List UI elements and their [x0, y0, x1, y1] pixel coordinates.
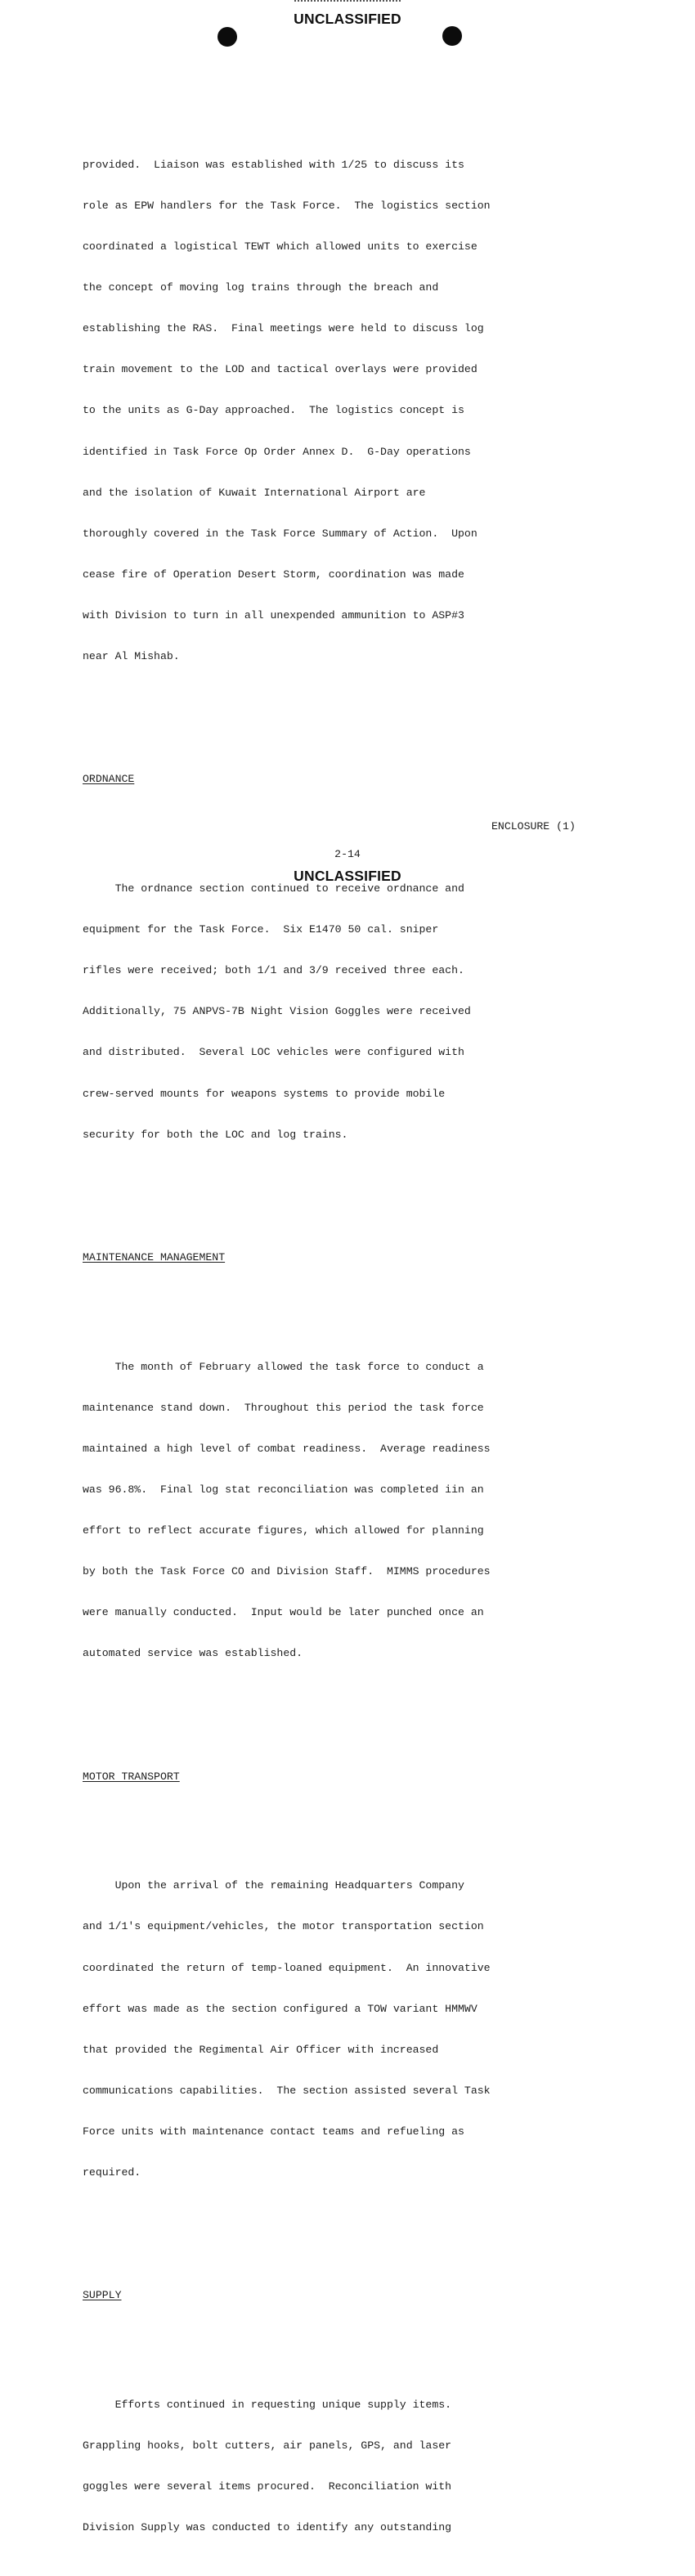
text-line: Force units with maintenance contact teams and refueling as — [83, 2125, 464, 2138]
text-line: security for both the LOC and log trains. — [83, 1128, 348, 1141]
text-line: Upon the arrival of the remaining Headquarters Company — [83, 1879, 464, 1892]
text-line: and the isolation of Kuwait International Airport are — [83, 486, 426, 499]
text-line: that provided the Regimental Air Officer with increased — [83, 2043, 439, 2056]
text-line: role as EPW handlers for the Task Force. The logistics section — [83, 199, 491, 212]
intro-paragraph — [83, 131, 614, 691]
text-line: cease fire of Operation Desert Storm, coordination was made — [83, 568, 464, 581]
text-line: Additionally, 75 ANPVS-7B Night Vision Goggles were received — [83, 1005, 471, 1018]
text-line: near Al Mishab. — [83, 650, 180, 663]
text-line: equipment for the Task Force. Six E1470 50 cal. sniper — [83, 923, 439, 936]
text-line: establishing the RAS. Final meetings were held to discuss log — [83, 322, 484, 335]
binder-punch-hole-right — [442, 26, 462, 46]
ordnance-paragraph — [83, 855, 614, 1169]
text-line: coordinated the return of temp-loaned equipment. An innovative — [83, 1961, 491, 1974]
text-line: by both the Task Force CO and Division Staff. MIMMS procedures — [83, 1565, 491, 1578]
text-line: maintenance stand down. Throughout this period the task force — [83, 1401, 484, 1414]
text-line: train movement to the LOD and tactical overlays were provided — [83, 363, 478, 376]
motor-transport-paragraph — [83, 1852, 614, 2207]
text-line: and 1/1's equipment/vehicles, the motor transportation section — [83, 1920, 484, 1933]
page-number: 2-14 — [334, 848, 361, 860]
text-line: Division Supply was conducted to identify any outstanding — [83, 2521, 452, 2534]
section-heading-ordnance: ORDNANCE — [83, 773, 135, 786]
classification-footer: UNCLASSIFIED — [294, 868, 401, 884]
text-line: effort was made as the section configured a TOW variant HMMWV — [83, 2002, 478, 2015]
text-line: thoroughly covered in the Task Force Summary of Action. Upon — [83, 527, 478, 540]
section-heading-maintenance-management: MAINTENANCE MANAGEMENT — [83, 1251, 226, 1264]
text-line: Efforts continued in requesting unique supply items. — [83, 2399, 452, 2411]
text-line: The ordnance section continued to receive ordnance and — [83, 882, 464, 895]
text-line: rifles were received; both 1/1 and 3/9 received three each. — [83, 964, 464, 977]
top-edge-marks — [294, 0, 401, 4]
section-heading-motor-transport: MOTOR TRANSPORT — [83, 1770, 180, 1783]
text-line: goggles were several items procured. Reconciliation with — [83, 2480, 452, 2493]
text-line: required. — [83, 2166, 141, 2179]
text-line: Grappling hooks, bolt cutters, air panels, GPS, and laser — [83, 2439, 452, 2453]
text-line: were manually conducted. Input would be later punched once an — [83, 1606, 484, 1619]
text-line: maintained a high level of combat readiness. Average readiness — [83, 1442, 491, 1455]
text-line: automated service was established. — [83, 1647, 303, 1660]
text-line: the concept of moving log trains through the breach and — [83, 281, 439, 294]
supply-paragraph — [83, 2372, 614, 2563]
text-line: with Division to turn in all unexpended ammunition to ASP#3 — [83, 609, 464, 622]
section-heading-supply: SUPPLY — [83, 2289, 122, 2302]
text-line: crew-served mounts for weapons systems to provide mobile — [83, 1087, 446, 1100]
text-line: provided. Liaison was established with 1/25 to discuss its — [83, 158, 464, 171]
classification-header: UNCLASSIFIED — [294, 11, 401, 27]
text-line: coordinated a logistical TEWT which allowed units to exercise — [83, 240, 478, 254]
text-line: and distributed. Several LOC vehicles were configured with — [83, 1046, 464, 1059]
text-line: was 96.8%. Final log stat reconciliation was completed iin an — [83, 1483, 484, 1496]
text-line: identified in Task Force Op Order Annex D. G-Day operations — [83, 445, 471, 458]
enclosure-label: ENCLOSURE (1) — [491, 820, 576, 832]
binder-punch-hole-left — [217, 27, 237, 47]
maintenance-paragraph — [83, 1333, 614, 1688]
text-line: communications capabilities. The section assisted several Task — [83, 2084, 491, 2097]
text-line: The month of February allowed the task force to conduct a — [83, 1360, 484, 1373]
text-line: effort to reflect accurate figures, which allowed for planning — [83, 1524, 484, 1537]
document-body — [83, 104, 614, 2576]
text-line: to the units as G-Day approached. The logistics concept is — [83, 404, 464, 417]
